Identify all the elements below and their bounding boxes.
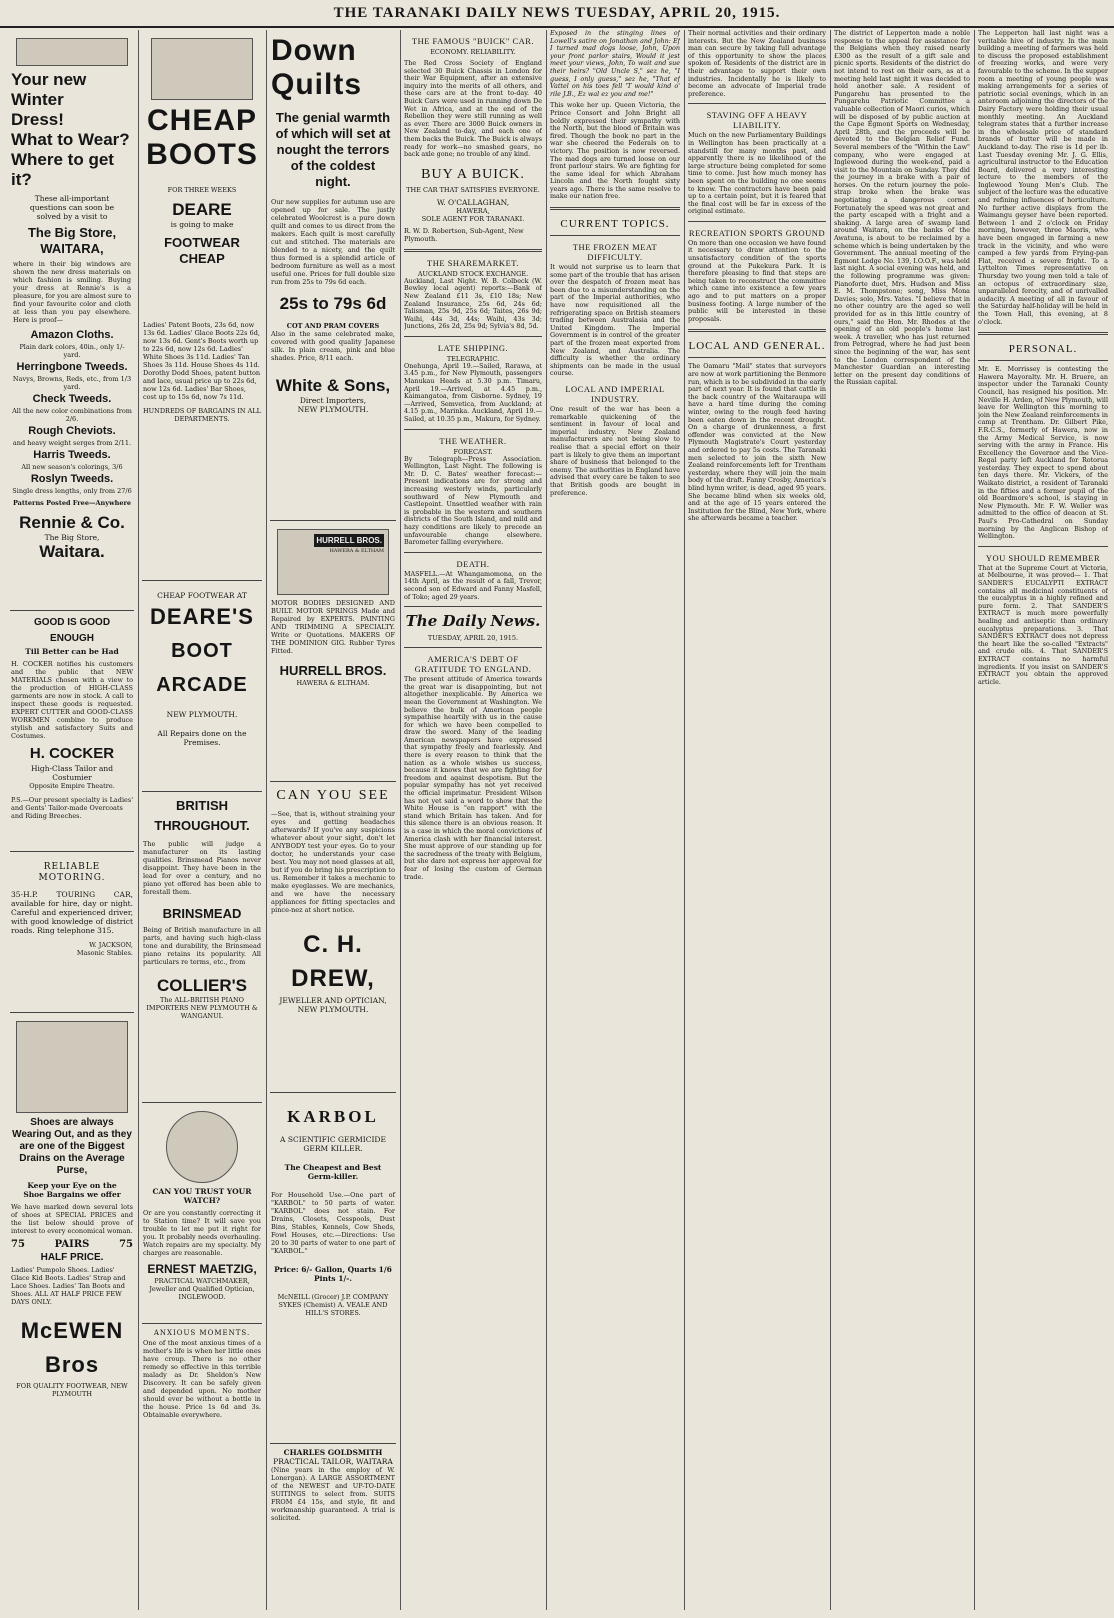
firm-name: Rennie & Co.: [19, 513, 125, 532]
ad-body: 35-H.P. TOURING CAR, available for hire, day or night. Careful and experienced driver, with good knowledge of district roads. Ring telephone 315.: [11, 890, 133, 935]
ad-body: For Household Use.—One part of "KARBOL" to 50 parts of water. "KARBOL" does not stain. For Drains, Closets, Cesspools, Dust Bins, Stables, Kennels, Cow Sheds, Fowl Houses, etc.—Directions: Use 20 to 30 parts of water to one part of "KARBOL.": [271, 1191, 395, 1255]
item-desc: Plain dark colors, 40in., only 1/- yard.: [19, 343, 125, 359]
article-body: It would not surprise us to learn that some part of the trouble that has arisen over the despatch of frozen meat has been due to a misunderstanding on the part of the Imperial authorities, who have now requisitioned all the refrigerating space on British steamers trading between Australasia and the United Kingdom. The Imperial Government is in control of the greater part of the frozen meat exported from New Zealand, and Australia. The difficulty is whether the ordinary shipments can be made in the usual course.: [550, 263, 680, 378]
ad-sub: CHEAP FOOTWEAR AT: [157, 591, 247, 600]
article-heading: RECREATION SPORTS GROUND: [688, 227, 826, 238]
paper-nameplate: The Daily News.: [405, 612, 541, 631]
ad-headline: Dress!: [11, 110, 64, 129]
pairs-row: [11, 1239, 133, 1250]
price: Price: 6/- Gallon, Quarts 1/6 Pints 1/-.: [274, 1265, 392, 1283]
truck-logo: HURRELL BROS.: [316, 536, 382, 545]
section-body: Auckland, Last Night. W. B. Colbeck (W. Bewley local agent) reports:—Bank of New Zealand £11 3s, £10 18s; New Zealand Insurance, 25s 6d, 24s 6d; Talisman, 25s 9d, 25s 6d; Taites, 26s 9d; Waihi, 44s 3d, 44s; Waihi, 43s 3d; Junctions, 26s 2d, 25s 9d; Sylvia's 8d, 5d.: [404, 276, 542, 331]
deare-arcade-advert: [142, 581, 262, 792]
store-name: The Big Store,: [27, 225, 117, 240]
column-rule: [546, 30, 547, 1610]
column-rule: [138, 30, 139, 1610]
section-heading: PERSONAL.: [1008, 343, 1078, 356]
tailor-ps: P.S.—Our present specialty is Ladies' and Gents' Tailor-made Overcoats and Riding Breeches.: [11, 796, 134, 820]
price-range: 25s to 79s 6d: [279, 294, 387, 313]
section-body: By Telegraph—Press Association. Wellington, Last Night. The following is Mr. D. C. Bates' weather forecast:— Present indications are for strong and increasing westerly winds, particularly southward of New Plymouth and Castlepoint. Unsettled weather with rain is probable in the western and southern districts of the South Island, and mild and hazy conditions are likely to precede an unfavourable change elsewhere. Barometer falling everywhere.: [404, 454, 542, 547]
ad-body: Being of British manufacture in all parts, and having such high-class tone and durability, the Brinsmead piano retains its popularity. All particulars re terms, etc., from: [143, 926, 261, 966]
watch-illustration: [166, 1111, 238, 1183]
column-2: [142, 30, 262, 1610]
ad-headline: RELIABLE MOTORING.: [38, 862, 106, 883]
ad-headline: Your new Winter: [11, 70, 87, 109]
item-desc: Navys, Browns, Reds, etc., from 1/3 yard.: [12, 375, 132, 391]
column-4: [404, 30, 542, 1610]
article-body: The Red Cross Society of England selected 30 Buick Chassis in London for their War Equipment, after an extensive inquiry into the merits of all others, and these cars are at the front to-day. 40 Buick Cars were used in running down De Wet in Africa, and at the end of the Rebellion they were still running as well as ever. There are 3000 Buick owners in New Zealand to-day, and each one of them backs the Buick. The Buick is always ready for work—no smashed gears, no back axle gone; no trouble of any kind.: [404, 59, 542, 159]
item-name: Amazon Cloths.: [30, 329, 114, 341]
section-heading: CURRENT TOPICS.: [560, 218, 670, 231]
article-heading: THE FAMOUS "BUICK" CAR.: [411, 36, 535, 46]
brinsmead-advert: [142, 792, 262, 1103]
column-rule: [974, 30, 975, 1610]
agents: McNEILL (Grocer) J.P. COMPANY SYKES (Chemist) A. VEALE AND HILL'S STORES.: [277, 1293, 389, 1317]
section-heading: THE WEATHER.: [439, 435, 507, 446]
tailor-name: H. COCKER: [29, 745, 115, 762]
ad-headline: What to Wear?: [11, 130, 130, 149]
ad-headline: BOOTS: [146, 138, 258, 171]
column-rule: [830, 30, 831, 1610]
masthead: THE TARANAKI DAILY NEWS TUESDAY, APRIL 20, 1915.: [0, 0, 1114, 28]
cocker-advert: [10, 611, 134, 852]
truck-location: HAWERA & ELTHAM: [329, 548, 384, 554]
article-body: Their normal activities and their ordinary interests. But the New Zealand business man can secure by taking full advantage of this opportunity to show the places spoken of. Residents of the district are in their advantage to support their own industries. Incidentally he is likely to become an advocate of Imperial trade preference.: [688, 30, 826, 98]
column-rule: [266, 30, 267, 1610]
motoring-advert: [10, 852, 134, 1013]
ad-headline: Quilts: [271, 68, 363, 101]
section-subheading: TELEGRAPHIC.: [446, 354, 500, 363]
mcewen-advert: [10, 1013, 134, 1404]
item-desc: Single dress lengths, only from 27/6: [12, 487, 132, 495]
ad-sub: Keep your Eye on the Shoe Bargains we offer: [23, 1181, 121, 1199]
pairs-count: 75: [11, 1239, 25, 1250]
firm-trade: PRACTICAL TAILOR, WAITARA: [273, 1457, 393, 1466]
ad-body: We have marked down several lots of shoes at SPECIAL PRICES and the list below should prove of interest to every economical woman.: [11, 1203, 133, 1235]
shoe-list: Ladies' Pumpolo Shoes. Ladies' Glace Kid Boots. Ladies' Strap and Lace Shoes. Ladies' Tan Boots and Shoes. ALL AT HALF PRICE FEW DAYS ONLY.: [11, 1266, 126, 1306]
ad-body: —See, that is, without straining your eyes and getting headaches afterwards? If you've any suspicions whatever about your sight, don't let ANYBODY test your eyes. Go to your doctor, he understands your case best. You may not need glasses at all, but if you do bring his prescription to us. Remember it takes a mechanic to make eyeglasses. We are mechanics, and we have the necessary appliances for fitting spectacles and pince-nez at short notice.: [271, 810, 395, 914]
pairs-label: PAIRS: [54, 1239, 90, 1250]
brand-name: BRINSMEAD: [162, 906, 242, 921]
ad-headline: BRITISH THROUGHOUT.: [154, 798, 250, 833]
section-heading: THE SHAREMARKET.: [427, 257, 519, 268]
truck-illustration: [277, 529, 389, 595]
firm-trade: JEWELLER AND OPTICIAN, NEW PLYMOUTH.: [279, 996, 387, 1014]
ad-body: Our new supplies for autumn use are opened up for sale. The justly celebrated Woolcrest is a pure down quilt and comes to us direct from the makers. Each quilt is most carefully cut and stitched. The materials are blended to a nicety, and the quilt thus formed is a splendid article of bedroom furniture as well as a most useful one. Prices for full double size run from 25s to 79s 6d each.: [271, 198, 395, 286]
column-8: [978, 30, 1108, 1610]
ad-sub: The Cheapest and Best Germ-killer.: [284, 1163, 382, 1181]
ad-body: One of the most anxious times of a mother's life is when her little ones have croup. There is no other remedy so effective in this terrible malady as Dr. Sheldon's New Discovery. It can be safely given and depended upon. No mother should ever be without a bottle in the house. Price 1s 6d and 3s. Obtainable everywhere.: [143, 1339, 261, 1419]
bargains-note: HUNDREDS OF BARGAINS IN ALL DEPARTMENTS.: [143, 407, 261, 423]
section-body: MASFELL.—At Whangamomona, on the 14th April, as the result of a fall, Trevor, second son of Edward and Fanny Masfell, of Toko; aged 29 years.: [404, 569, 542, 601]
ad-town: NEW PLYMOUTH.: [166, 710, 238, 719]
dress-illustration: [16, 38, 128, 66]
owner-address: Masonic Stables.: [76, 949, 133, 957]
article-heading: LOCAL AND IMPERIAL INDUSTRY.: [565, 383, 665, 404]
article-heading: STAVING OFF A HEAVY LIABILITY.: [706, 110, 808, 131]
ad-body: Also in the same celebrated make, covered with good quality Japanese silk. In plain cream, pink and blue shades. Price, 8/11 each.: [271, 330, 395, 362]
owner-name: W. JACKSON,: [89, 941, 133, 949]
article-body: This woke her up. Queen Victoria, the Prince Consort and John Bright all boldly expressed their sympathy with the North, but the blood of Britain was fired. Though the book no part in the war she cheered the Federals on to victory. The position is now reversed. The mad dogs are turned loose on our front parlour stairs. We are fighting for the same ideal for which Abraham Lincoln and the North fought sixty years ago. There is the same resolve to make our nation free.: [550, 101, 680, 201]
ad-sub: Till Better can be Had: [25, 647, 119, 656]
purse-illustration: [16, 1021, 128, 1113]
rennie-advert: [10, 30, 134, 611]
ad-intro: These all-important questions can soon be solved by a visit to: [29, 194, 115, 221]
ad-body: H. COCKER notifies his customers and the public that NEW MATERIALS chosen with a view to the production of HIGH-CLASS garments are now in stock. A call to inspect these goods is requested. EXPERT CUTTER and GOOD-CLASS WORKMEN combine to produce stylish and satisfactory Suits and Costumes.: [11, 660, 133, 740]
deare-cheap-boots-advert: [142, 30, 262, 581]
firm-name: C. H. DREW,: [291, 931, 375, 992]
ad-headline: Where to get it?: [11, 150, 114, 189]
item-name: Herringbone Tweeds.: [16, 361, 128, 373]
firm-name: DEARE: [172, 200, 232, 219]
item-desc: All new season's colorings, 3/6: [21, 463, 123, 471]
editorial-body: The present attitude of America towards the great war is disappointing, but not altogether inexplicable. By America we mean the Government at Washington. We believe the bulk of American people sympathise heartily with us in the cause for which we have been compelled to draw the sword. Many of the leading American newspapers have expressed that sympathy freely and fearlessly. And there is every reason to think that the nation as a whole wishes us success, because it knows that we are fighting for freedom and against despotism. But the popular sympathy has not yet received the official imprimatur. President Wilson has not yet said a word to show that the White House is "en rapport" with the stand which Britain has taken. And for this silence there is an obvious reason. It is a case in which the moral convictions of America clash with her financial interest. She must approve of our standing up for the sacredness of the treaty with Belgium, but she dare not express her approval for fear of losing the custom of German trade.: [404, 675, 542, 881]
half-price: HALF PRICE.: [40, 1252, 104, 1263]
firm-name: CHARLES GOLDSMITH: [283, 1448, 383, 1457]
ad-headline: Shoes are always Wearing Out, and as they are one of the Biggest Drains on the Average Purse,: [12, 1117, 132, 1176]
firm-address: HAWERA & ELTHAM.: [296, 679, 370, 687]
firm-sub: The Big Store,: [44, 533, 100, 542]
column-7: [834, 30, 970, 1610]
section-subheading: AUCKLAND STOCK EXCHANGE.: [417, 269, 529, 278]
patterns-note: Patterns Posted Free—Anywhere: [12, 499, 132, 507]
item-name: Roslyn Tweeds.: [30, 473, 114, 485]
tailor-trade: High-Class Tailor and Costumier: [30, 764, 114, 782]
price-list: Ladies' Patent Boots, 23s 6d, now 13s 6d. Ladies' Glace Boots 22s 6d, now 13s 6d. Gent's Boots worth up to 22s 6d, now 12s 6d. Ladies' White Shoes 3s 11d. Ladies' Tan Shoes 3s 11d. House Shoes 4s 11d. Dorothy Dodd Shoes, patent button and lace, usual price up to 22s 6d, now 12s 6d. Ladies' Bar Shoes, cost up to 15s 6d, now 7s 11d.: [143, 321, 261, 401]
item-name: Harris Tweeds.: [33, 449, 111, 461]
article-subheading: ECONOMY. RELIABILITY.: [430, 48, 516, 56]
boot-illustration: [151, 38, 253, 100]
article-heading: BUY A BUICK.: [421, 166, 525, 182]
firm-sub: Direct Importers,: [299, 396, 367, 405]
ad-body: Or are you constantly correcting it to Station time? It will save you trouble to let me put it right for you. It probably needs overhauling. Watch repairs are my specialty. My charges are reasonable.: [143, 1209, 261, 1257]
firm-sub: The ALL-BRITISH PIANO IMPORTERS NEW PLYMOUTH & WANGANUI.: [146, 996, 258, 1020]
ad-body: MOTOR BODIES DESIGNED AND BUILT. MOTOR SPRINGS Made and Repaired by EXPERTS. PAINTING AND TRIMMING A SPECIALTY. Write or Quotations. MAKERS OF THE DOMINION GIG. Rubber Tyres Fitted.: [271, 599, 395, 655]
section-subheading: FORECAST.: [453, 447, 493, 456]
ad-headline: CAN YOU TRUST YOUR WATCH?: [152, 1187, 252, 1205]
article-heading: THE FROZEN MEAT DIFFICULTY.: [572, 242, 658, 263]
poem: Exposed in the stinging lines of Lowell's satire on Jonathan and John: Ef I turned mad dogs loose, John, Upon your front parlor stairs, Would it jest meet your views, John, To wait and sue their heirs? "Old Uncle S," sez he, "I guess, I only guess," sez he, "That ef Vattel on his toes fell 'T would kind o' rile J.B., Ez wal ez you and me!": [550, 30, 680, 98]
column-5: [550, 30, 680, 1610]
hurrell-advert: [270, 521, 396, 782]
ad-body: The public will judge a manufacturer on its lasting qualities. Brinsmead Pianos never disappoint. They have been in the lead for over a century, and no piano yet offered has been able to forestall them.: [143, 840, 261, 896]
firm-town: Waitara.: [39, 542, 105, 561]
firm-sub: FOR QUALITY FOOTWEAR, NEW PLYMOUTH: [16, 1382, 128, 1398]
ad-note: All Repairs done on the Premises.: [157, 729, 247, 747]
down-quilts-advert: [270, 30, 396, 521]
paper-date: TUESDAY, APRIL 20, 1915.: [427, 634, 519, 643]
ad-sub: A SCIENTIFIC GERMICIDE GERM KILLER.: [280, 1135, 386, 1153]
store-town: WAITARA,: [40, 241, 104, 256]
agent-name: W. O'CALLAGHAN,: [436, 197, 510, 207]
article-body: The district of Lepperton made a noble response to the appeal for assistance for the Belgians when they raised nearly £300 as the result of a gift sale and picnic sports. Residents of the district do not intend to rest on their oars, as at a meeting held last night it was decided to hold another sale. A resident of Pungarehu has presented to the Pungarehu Patriotic Committee a valuable collection of Maori curios, which will be disposed of by public auction at the Cape Egmont Sports on Wednesday, April 28th, and the proceeds will be devoted to the Belgian Relief Fund. Several members of the "Within the Law" company, who were engaged at Inglewood during the week-end, paid a visit to the Mountain on Sunday. They did the journey in a brake with a pair of horses. On the return journey the pole-strap broke when the brake was negotiating a dangerous corner. Fortunately the speed was not great and the party escaped with a fright and a shaking. A large area of swamp land around Waitara, on the banks of the Awatuna, is about to be reclaimed by a scheme which is being undertaken by the Government. The annual meeting of the Egmont Lodge No. 139, I.O.O.F., was held last night. A social evening was held, and the following programme was given: Pianoforte duet, Mrs. Hudson and Miss E. M. Thompstone; song, Miss Mona Davies; solo, Mrs. Yates. "I believe that in no other country are the aged so well provided for as in this little country of ours," said the Hon. Mr. Rhodes at the opening of an old people's home last week. A traveller, who has just returned from Petrograd, where he had just been since the beginning of the war, has sent to the London correspondent of the Manchester Guardian an interesting letter on the present day conditions of the Russian capital.: [834, 30, 970, 387]
maetzig-advert: [142, 1103, 262, 1324]
article-body: The Lepperton hall last night was a veritable hive of industry. In the main building a meeting of farmers was held to discuss the proposed establishment of freezing works, and were very favourable to the scheme. In the supper room a meeting of young people was making arrangements for a series of patriotic social evenings, which in an anteroom adjoining the directors of the Dairy Factory were holding their usual monthly meeting. An Auckland telegram states that a further increase in the wholesale price of standard brands of butter will be made in Auckland to-day. The rise is 1d per lb. Last Tuesday evening Mr. J. G. Ellis, agricultural instructor to the Education Board, delivered a very interesting lecture to the members of the Inglewood Young Men's Club. The subject of the lecture was the educative and refining influences of horticulture. No further active displays from the Waimangu geyser have been reported. Between 1 and 2 o'clock on Friday morning, however, three Maoris, who have been engaged in farming a new track in the vicinity, and who were camped a few yards from Frying-pan Flat, received a severe fright. To a Lyttelton Times representative on Thursday two young men told a tale of an octopus of extraordinary size, unparalleled ferocity, and of unrivalled audacity. A meeting of all in favour of the Saturday half-holiday will be held in the Town Hall, this evening, at 8 o'clock.: [978, 30, 1108, 326]
article-body: On more than one occasion we have found it necessary to draw attention to the unsatisfactory condition of the sports ground at the Pukekura Park. It is therefore pleasing to find that steps are being taken to reconstruct the committee which came into existence a few years ago and to put matters on a proper business footing. A large number of the public will be interested in these proposals.: [688, 238, 826, 323]
article-subheading: THE CAR THAT SATISFIES EVERYONE.: [406, 185, 540, 194]
agent-town: HAWERA,: [456, 206, 490, 215]
ad-sub: The genial warmth of which will set at nought the terrors of the coldest night.: [275, 110, 391, 189]
karbol-advert: [270, 1093, 396, 1444]
ad-headline: CAN YOU SEE: [276, 788, 390, 803]
editorial-heading: AMERICA'S DEBT OF GRATITUDE TO ENGLAND.: [414, 654, 532, 675]
ad-headline: Down: [271, 34, 357, 67]
item-desc: and heavy weight serges from 2/11.: [12, 439, 132, 447]
ad-sub: COT AND PRAM COVERS: [286, 322, 380, 330]
pairs-count: 75: [119, 1239, 133, 1250]
article-body: One result of the war has been a remarkable quickening of the sentiment in favour of local and imperial industry. New Zealand manufacturers are not being slow to realise that a special effort on their part is likely to give them an important share of business that belonged to the enemy. The authorities in England have advised that every care be taken to see that British goods are bought in preference.: [550, 404, 680, 497]
item-name: Rough Cheviots.: [28, 425, 116, 437]
anxious-advert: [142, 1324, 262, 1425]
column-rule: [684, 30, 685, 1610]
ad-sub: FOR THREE WEEKS: [167, 186, 237, 194]
ad-headline: ANXIOUS MOMENTS.: [153, 1329, 251, 1337]
firm-name: White & Sons,: [275, 376, 391, 395]
ad-headline: GOOD IS GOOD ENOUGH: [33, 617, 111, 644]
item-name: Check Tweeds.: [32, 393, 112, 405]
article-body: Much on the new Parliamentary Buildings in Wellington has been practically at a standstill for many months past, and apparently there is no likelihood of the large structure being completed for some time to come. Just how much money has been spent on the building no one seems to know. The contractors have been paid up to a certain point, but it is feared that the final cost will be far in excess of the original estimate.: [688, 131, 826, 216]
brand-name: KARBOL: [287, 1107, 379, 1126]
tailor-address: Opposite Empire Theatre.: [29, 782, 115, 790]
agent-role: SOLE AGENT FOR TARANAKI.: [421, 214, 525, 223]
sub-agent: R. W. D. Robertson, Sub-Agent, New Plymouth.: [404, 226, 524, 243]
item-desc: All the new color combinations from 2/6.: [12, 407, 132, 423]
column-rule: [400, 30, 401, 1610]
column-1: [10, 30, 134, 1610]
ad-headline: BOOT ARCADE: [156, 640, 248, 696]
firm-town: NEW PLYMOUTH.: [297, 405, 369, 414]
firm-name: ERNEST MAETZIG,: [147, 1262, 257, 1276]
advert-heading: YOU SHOULD REMEMBER: [985, 552, 1101, 563]
section-heading: LOCAL AND GENERAL.: [688, 340, 826, 353]
article-body: The Oamaru "Mail" states that surveyors are now at work partitioning the Benmore run, which is to be subdivided in the early part of next year. It is found that cattle in the back country of the Waitaraupa will have a hard time during the coming winter, owing to the rough feed having been eaten down in the recent drought. On a charge of drunkenness, a first offender was convicted at the New Plymouth Magistrate's Court yesterday and ordered to pay 5s costs. The Taranaki men selected to join the sixth New Zealand reinforcements left for Trentham yesterday, where they will join the main body of the draft. Fanny Crosby, America's blind hymn writer, is dead, aged 95 years. She became blind when six weeks old, and at the age of 15 years entered the Institution for the Blind, New York, where she afterwards became a teacher.: [688, 362, 826, 523]
firm-name: COLLIER'S: [157, 976, 247, 995]
advert-body: That at the Supreme Court at Victoria, at Melbourne, it was proved— 1. That SANDER'S EUCALYPTI EXTRACT contains all medicinal constituents of the eucalyptus in a highly refined and pure form. 2. That SANDER'S EXTRACT is much more powerfully healing and antiseptic than ordinary eucalyptus preparations. 3. That SANDER'S EXTRACT does not depress the heart like the so-called "Extracts" and crude oils. 4. That SANDER'S EXTRACT contains no harmful ingredients. If you insist on SANDER'S EXTRACT you obtain the approved article.: [978, 563, 1108, 686]
firm-name: DEARE'S: [150, 604, 254, 629]
ad-headline: CHEAP: [146, 104, 257, 137]
firm-name: McEWEN Bros: [20, 1318, 124, 1377]
ad-sub: is going to make: [170, 220, 234, 229]
firm-trade: PRACTICAL WATCHMAKER, Jeweller and Qualified Optician, INGLEWOOD.: [149, 1277, 255, 1301]
section-body: Onehunga, April 19.—Sailed, Rarawa, at 3.45 p.m., for New Plymouth, passengers Manukau Heads at 5.30 p.m. Timaru, April 19.—Arrived, at 4.45 p.m., Kaimangatoa, from Gisborne. Sydney, 19—Arrived, Semvetica, from Auckland; at 4.15 p.m., Marinka. Auckland, April 19.—Sailed, at 10.35 p.m., Makura, for Sydney.: [404, 361, 542, 424]
article-body: Mr. E. Morrissey is contesting the Hawera Mayoralty. Mr. H. Bruere, an inspector under the Taranaki County Council, has resigned his position. Mr. Neville H. Arden, of New Plymouth, will leave for Wellington this morning to join the New Zealand reinforcements in camp at Trentham. Dr. Gilbert Pike, F.R.C.S., formerly of Hawera, now in the Army Medical Service, is now serving with the army in France. His Excellency the Governor and the Vice-Regal party left Auckland for Rotorua yesterday. They expect to spend about ten days there. Mr. Vickers, of the Waikato district, a resident of Taranaki in the fifties and a former pupil of the old Boardmore's school, is staying in New Plymouth. Mr. F. W. Weller was admitted to the office of deacon at St. Paul's Pro-Cathedral on Sunday morning by the Anglican Bishop of Wellington.: [978, 365, 1108, 541]
firm-name: HURRELL BROS.: [279, 663, 387, 678]
ad-body: (Nine years in the employ of W. Lonergan). A LARGE ASSORTMENT of the NEWEST and UP-TO-DATE SUITINGS to select from. SUITS FROM £4 15s, and style, fit and workmanship guaranteed. A trial is solicited.: [271, 1466, 395, 1522]
goldsmith-advert: [270, 1444, 396, 1528]
ad-headline: FOOTWEAR CHEAP: [164, 235, 240, 266]
section-heading: DEATH.: [456, 558, 490, 569]
section-heading: LATE SHIPPING.: [437, 342, 509, 353]
column-3: [270, 30, 396, 1610]
column-6: [688, 30, 826, 1610]
ad-body: where in their big windows are shown the new dress materials on which fashion is smiling. Buying your dress at Rennie's is a pleasure, for you are almost sure to find your favourite color and cloth at less than you pay elsewhere. Here is proof—: [13, 260, 131, 324]
drew-advert: [270, 782, 396, 1093]
